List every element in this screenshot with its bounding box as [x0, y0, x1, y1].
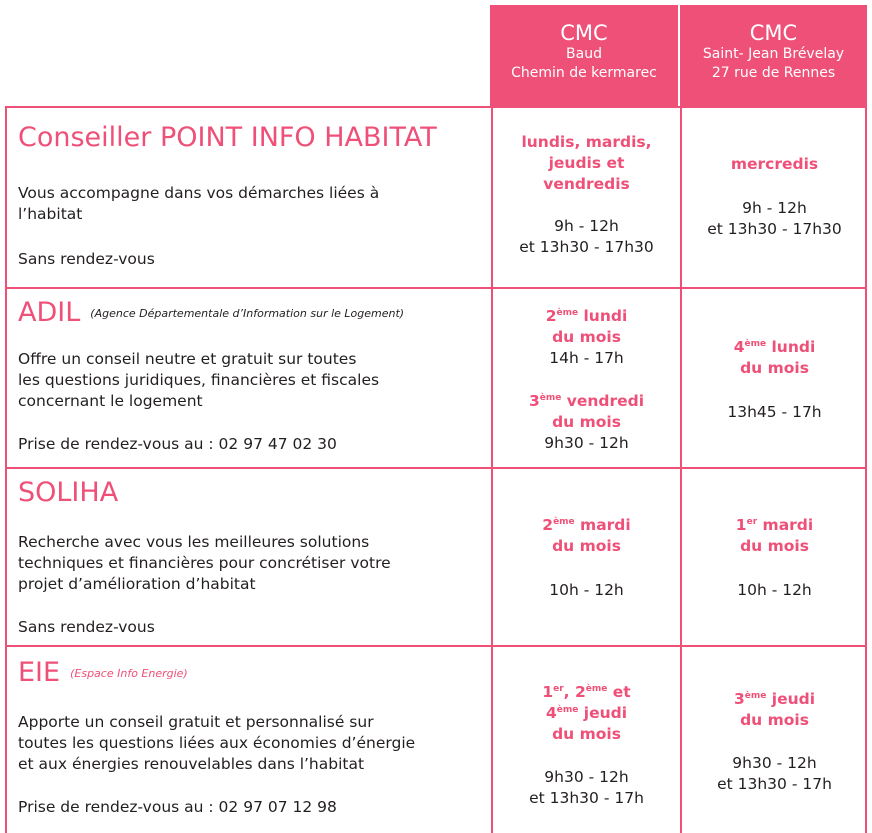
day-line: 4ème jeudi	[545, 704, 628, 722]
header-b-place: Saint- Jean Brévelay	[702, 46, 845, 62]
desc-line: Vous accompagne dans vos démarches liées à	[18, 184, 380, 202]
desc-line: projet d’amélioration d’habitat	[18, 575, 256, 593]
cell-saint-jean	[680, 108, 867, 287]
row-description	[18, 712, 415, 775]
row-soliha	[5, 467, 867, 645]
hours-line: et 13h30 - 17h	[529, 789, 644, 807]
day-line: du mois	[552, 328, 621, 346]
row-description	[18, 349, 379, 412]
desc-line: et aux énergies renouvelables dans l’habitat	[18, 755, 365, 773]
cell-baud	[491, 289, 680, 467]
desc-line: concernant le logement	[18, 392, 203, 410]
day-line: du mois	[552, 725, 621, 743]
cell-baud	[491, 108, 680, 287]
row-title	[18, 657, 188, 690]
header-cmc-baud	[490, 5, 678, 106]
desc-line: Offre un conseil neutre et gratuit sur toutes	[18, 350, 357, 368]
day-line: du mois	[740, 711, 809, 729]
cell-saint-jean	[680, 647, 867, 833]
row-description	[18, 532, 391, 595]
row-description	[18, 183, 379, 225]
hours-line: 9h30 - 12h	[544, 768, 629, 786]
row-eie	[5, 645, 867, 833]
day-line: 3ème jeudi	[733, 690, 816, 708]
header-a-name: CMC	[560, 21, 608, 45]
row-point-info-habitat	[5, 106, 867, 287]
hours-line: 13h45 - 17h	[727, 403, 822, 421]
row-note: Sans rendez-vous	[18, 250, 155, 268]
row-title	[18, 297, 404, 330]
day-line: 4ème lundi	[733, 338, 816, 356]
header-a-place: Baud	[566, 46, 602, 62]
cell-saint-jean	[680, 289, 867, 467]
row-subtitle: (Agence Départementale d’Information sur le Logement)	[90, 306, 405, 320]
hours-line: 14h - 17h	[549, 349, 624, 367]
row-title: Conseiller POINT INFO HABITAT	[18, 122, 437, 153]
hours-line: 9h30 - 12h	[732, 754, 817, 772]
day-line: 1er mardi	[735, 516, 814, 534]
day-line: du mois	[552, 537, 621, 555]
desc-line: l’habitat	[18, 205, 83, 223]
header-cmc-saint-jean	[680, 5, 867, 106]
hours-line: et 13h30 - 17h	[717, 775, 832, 793]
desc-line: Apporte un conseil gratuit et personnalisé sur	[18, 713, 374, 731]
schedule-table	[5, 106, 867, 833]
hours-line: et 13h30 - 17h30	[707, 220, 842, 238]
row-note: Sans rendez-vous	[18, 618, 155, 636]
header-a-address: Chemin de kermarec	[511, 65, 657, 81]
desc-line: Recherche avec vous les meilleures solutions	[18, 533, 370, 551]
day-line: jeudis et	[548, 154, 625, 172]
day-line: du mois	[740, 359, 809, 377]
desc-line: toutes les questions liées aux économies d’énergie	[18, 734, 416, 752]
cell-baud	[491, 469, 680, 645]
desc-line: les questions juridiques, financières et fiscales	[18, 371, 380, 389]
day-line: mercredis	[730, 155, 819, 173]
cell-baud	[491, 647, 680, 833]
day-line: 1er, 2ème et	[542, 683, 631, 701]
day-line: du mois	[552, 413, 621, 431]
header-b-name: CMC	[749, 21, 798, 45]
row-note: Prise de rendez-vous au : 02 97 07 12 98	[18, 798, 337, 816]
day-line: lundis, mardis,	[521, 133, 652, 151]
title-text: EIE	[18, 657, 61, 688]
hours-line: 10h - 12h	[737, 581, 812, 599]
title-text: ADIL	[18, 297, 81, 328]
hours-line: 10h - 12h	[549, 581, 624, 599]
hours-line: et 13h30 - 17h30	[519, 238, 654, 256]
desc-line: techniques et financières pour concrétiser votre	[18, 554, 391, 572]
row-subtitle: (Espace Info Energie)	[70, 666, 188, 680]
day-line: 2ème mardi	[542, 516, 631, 534]
day-line: vendredis	[543, 175, 630, 193]
day-line: 3ème vendredi	[528, 392, 645, 410]
cell-saint-jean	[680, 469, 867, 645]
day-line: du mois	[740, 537, 809, 555]
hours-line: 9h30 - 12h	[544, 434, 629, 452]
row-adil	[5, 287, 867, 467]
header-b-address: 27 rue de Rennes	[711, 65, 836, 81]
hours-line: 9h - 12h	[742, 199, 807, 217]
row-note: Prise de rendez-vous au : 02 97 47 02 30	[18, 435, 337, 453]
hours-line: 9h - 12h	[554, 217, 619, 235]
day-line: 2ème lundi	[545, 307, 628, 325]
row-title: SOLIHA	[18, 477, 119, 508]
